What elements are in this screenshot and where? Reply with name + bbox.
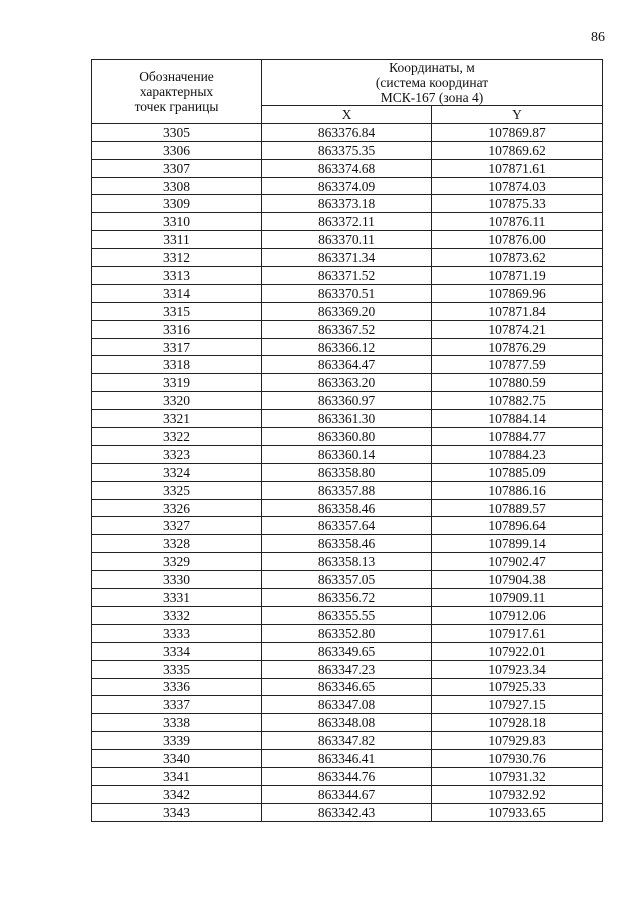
x-coordinate-cell: 863375.35: [262, 141, 432, 159]
y-coordinate-cell: 107902.47: [432, 553, 603, 571]
table-row: [92, 338, 603, 356]
x-coordinate-cell: 863344.67: [262, 785, 432, 803]
x-coordinate-cell: 863357.88: [262, 481, 432, 499]
point-id-cell: 3324: [92, 463, 262, 481]
y-coordinate-cell: 107880.59: [432, 374, 603, 392]
table-row: [92, 231, 603, 249]
x-coordinate-cell: 863367.52: [262, 320, 432, 338]
point-id-cell: 3342: [92, 785, 262, 803]
y-coordinate-cell: 107869.96: [432, 284, 603, 302]
table-row: [92, 678, 603, 696]
y-coordinate-cell: 107929.83: [432, 732, 603, 750]
point-id-cell: 3334: [92, 642, 262, 660]
x-coordinate-cell: 863371.34: [262, 249, 432, 267]
point-id-cell: 3317: [92, 338, 262, 356]
table-row: [92, 803, 603, 821]
point-id-cell: 3313: [92, 267, 262, 285]
x-coordinate-cell: 863357.05: [262, 571, 432, 589]
table-row: [92, 481, 603, 499]
point-id-cell: 3328: [92, 535, 262, 553]
x-coordinate-cell: 863342.43: [262, 803, 432, 821]
table-row: [92, 249, 603, 267]
point-id-cell: 3343: [92, 803, 262, 821]
point-id-cell: 3323: [92, 445, 262, 463]
coordinates-header: [262, 60, 603, 106]
y-coordinate-cell: 107912.06: [432, 606, 603, 624]
table-row: [92, 732, 603, 750]
y-coordinate-cell: 107884.77: [432, 428, 603, 446]
point-designation-header-line2: характерных: [139, 83, 214, 99]
x-coordinate-cell: 863348.08: [262, 714, 432, 732]
x-coordinate-cell: 863356.72: [262, 589, 432, 607]
y-coordinate-cell: 107931.32: [432, 767, 603, 785]
y-coordinate-cell: 107874.03: [432, 177, 603, 195]
table-row: [92, 624, 603, 642]
x-coordinate-cell: 863360.97: [262, 392, 432, 410]
y-coordinate-cell: 107932.92: [432, 785, 603, 803]
x-coordinate-cell: 863372.11: [262, 213, 432, 231]
point-id-cell: 3330: [92, 571, 262, 589]
y-coordinate-cell: 107876.11: [432, 213, 603, 231]
x-coordinate-cell: 863376.84: [262, 123, 432, 141]
y-coordinate-cell: 107923.34: [432, 660, 603, 678]
page-number: 86: [591, 30, 605, 45]
y-coordinate-cell: 107885.09: [432, 463, 603, 481]
point-id-cell: 3325: [92, 481, 262, 499]
coordinates-header-line3: МСК-167 (зона 4): [380, 90, 484, 105]
point-id-cell: 3322: [92, 428, 262, 446]
coordinates-header-line1: Координаты, м: [389, 60, 475, 75]
point-id-cell: 3305: [92, 123, 262, 141]
coordinates-header-line2: (система координат: [375, 75, 489, 90]
header-row-main: [92, 60, 603, 106]
y-coordinate-cell: 107909.11: [432, 589, 603, 607]
y-coordinate-cell: 107896.64: [432, 517, 603, 535]
y-coordinate-cell: 107871.19: [432, 267, 603, 285]
table-row: [92, 159, 603, 177]
table-body: [92, 123, 603, 821]
y-coordinate-cell: 107899.14: [432, 535, 603, 553]
point-id-cell: 3311: [92, 231, 262, 249]
table-row: [92, 517, 603, 535]
table-row: [92, 589, 603, 607]
point-id-cell: 3339: [92, 732, 262, 750]
y-coordinate-cell: 107873.62: [432, 249, 603, 267]
point-id-cell: 3332: [92, 606, 262, 624]
x-coordinate-cell: 863366.12: [262, 338, 432, 356]
table-row: [92, 284, 603, 302]
y-coordinate-cell: 107875.33: [432, 195, 603, 213]
point-id-cell: 3331: [92, 589, 262, 607]
table-row: [92, 767, 603, 785]
table-row: [92, 141, 603, 159]
x-coordinate-cell: 863346.41: [262, 750, 432, 768]
point-id-cell: 3327: [92, 517, 262, 535]
point-id-cell: 3338: [92, 714, 262, 732]
x-coordinate-cell: 863344.76: [262, 767, 432, 785]
x-coordinate-cell: 863370.11: [262, 231, 432, 249]
table-row: [92, 750, 603, 768]
y-coordinate-cell: 107930.76: [432, 750, 603, 768]
x-coordinate-cell: 863358.13: [262, 553, 432, 571]
y-coordinate-cell: 107927.15: [432, 696, 603, 714]
x-coordinate-cell: 863369.20: [262, 302, 432, 320]
table-row: [92, 356, 603, 374]
x-coordinate-cell: 863374.09: [262, 177, 432, 195]
table-row: [92, 445, 603, 463]
table-row: [92, 320, 603, 338]
x-coordinate-cell: 863363.20: [262, 374, 432, 392]
point-id-cell: 3341: [92, 767, 262, 785]
point-id-cell: 3314: [92, 284, 262, 302]
x-coordinate-cell: 863370.51: [262, 284, 432, 302]
table-row: [92, 123, 603, 141]
y-coordinate-cell: 107933.65: [432, 803, 603, 821]
x-coordinate-cell: 863360.14: [262, 445, 432, 463]
y-coordinate-cell: 107869.87: [432, 123, 603, 141]
y-coordinate-cell: 107928.18: [432, 714, 603, 732]
table-row: [92, 267, 603, 285]
x-coordinate-cell: 863349.65: [262, 642, 432, 660]
point-designation-header: [92, 60, 262, 124]
y-coordinate-cell: 107917.61: [432, 624, 603, 642]
x-coordinate-cell: 863361.30: [262, 410, 432, 428]
y-coordinate-cell: 107876.29: [432, 338, 603, 356]
table-row: [92, 302, 603, 320]
point-id-cell: 3316: [92, 320, 262, 338]
table-row: [92, 642, 603, 660]
y-coordinate-cell: 107871.84: [432, 302, 603, 320]
x-column-header: X: [262, 106, 432, 124]
table-row: [92, 463, 603, 481]
point-designation-header-line1: Обозначение: [139, 68, 214, 84]
point-id-cell: 3312: [92, 249, 262, 267]
point-id-cell: 3333: [92, 624, 262, 642]
point-id-cell: 3337: [92, 696, 262, 714]
table-row: [92, 499, 603, 517]
table-row: [92, 696, 603, 714]
point-id-cell: 3310: [92, 213, 262, 231]
y-coordinate-cell: 107904.38: [432, 571, 603, 589]
table-row: [92, 428, 603, 446]
point-id-cell: 3307: [92, 159, 262, 177]
point-id-cell: 3340: [92, 750, 262, 768]
x-coordinate-cell: 863357.64: [262, 517, 432, 535]
y-coordinate-cell: 107874.21: [432, 320, 603, 338]
y-coordinate-cell: 107922.01: [432, 642, 603, 660]
point-id-cell: 3319: [92, 374, 262, 392]
y-coordinate-cell: 107871.61: [432, 159, 603, 177]
x-coordinate-cell: 863347.23: [262, 660, 432, 678]
x-coordinate-cell: 863347.82: [262, 732, 432, 750]
y-coordinate-cell: 107869.62: [432, 141, 603, 159]
point-id-cell: 3309: [92, 195, 262, 213]
y-coordinate-cell: 107925.33: [432, 678, 603, 696]
table-row: [92, 571, 603, 589]
point-id-cell: 3329: [92, 553, 262, 571]
point-id-cell: 3320: [92, 392, 262, 410]
x-coordinate-cell: 863358.46: [262, 499, 432, 517]
x-coordinate-cell: 863373.18: [262, 195, 432, 213]
x-coordinate-cell: 863371.52: [262, 267, 432, 285]
y-coordinate-cell: 107886.16: [432, 481, 603, 499]
table-row: [92, 785, 603, 803]
point-designation-header-line3: точек границы: [134, 98, 219, 114]
point-id-cell: 3315: [92, 302, 262, 320]
y-coordinate-cell: 107884.23: [432, 445, 603, 463]
table-row: [92, 660, 603, 678]
x-coordinate-cell: 863346.65: [262, 678, 432, 696]
x-coordinate-cell: 863352.80: [262, 624, 432, 642]
table-row: [92, 177, 603, 195]
y-coordinate-cell: 107889.57: [432, 499, 603, 517]
x-coordinate-cell: 863347.08: [262, 696, 432, 714]
table-row: [92, 213, 603, 231]
y-coordinate-cell: 107884.14: [432, 410, 603, 428]
y-coordinate-cell: 107876.00: [432, 231, 603, 249]
point-id-cell: 3306: [92, 141, 262, 159]
x-coordinate-cell: 863360.80: [262, 428, 432, 446]
x-coordinate-cell: 863355.55: [262, 606, 432, 624]
table-row: [92, 410, 603, 428]
table-row: [92, 392, 603, 410]
x-coordinate-cell: 863358.80: [262, 463, 432, 481]
x-coordinate-cell: 863374.68: [262, 159, 432, 177]
point-id-cell: 3336: [92, 678, 262, 696]
table-row: [92, 374, 603, 392]
y-coordinate-cell: 107882.75: [432, 392, 603, 410]
point-id-cell: 3321: [92, 410, 262, 428]
x-coordinate-cell: 863358.46: [262, 535, 432, 553]
table-row: [92, 606, 603, 624]
x-coordinate-cell: 863364.47: [262, 356, 432, 374]
point-id-cell: 3318: [92, 356, 262, 374]
table-row: [92, 195, 603, 213]
coordinates-table: [91, 59, 603, 822]
table-row: [92, 553, 603, 571]
point-id-cell: 3326: [92, 499, 262, 517]
point-id-cell: 3335: [92, 660, 262, 678]
table-header: [92, 60, 603, 124]
table-row: [92, 714, 603, 732]
y-column-header: Y: [432, 106, 603, 124]
table-row: [92, 535, 603, 553]
y-coordinate-cell: 107877.59: [432, 356, 603, 374]
point-id-cell: 3308: [92, 177, 262, 195]
